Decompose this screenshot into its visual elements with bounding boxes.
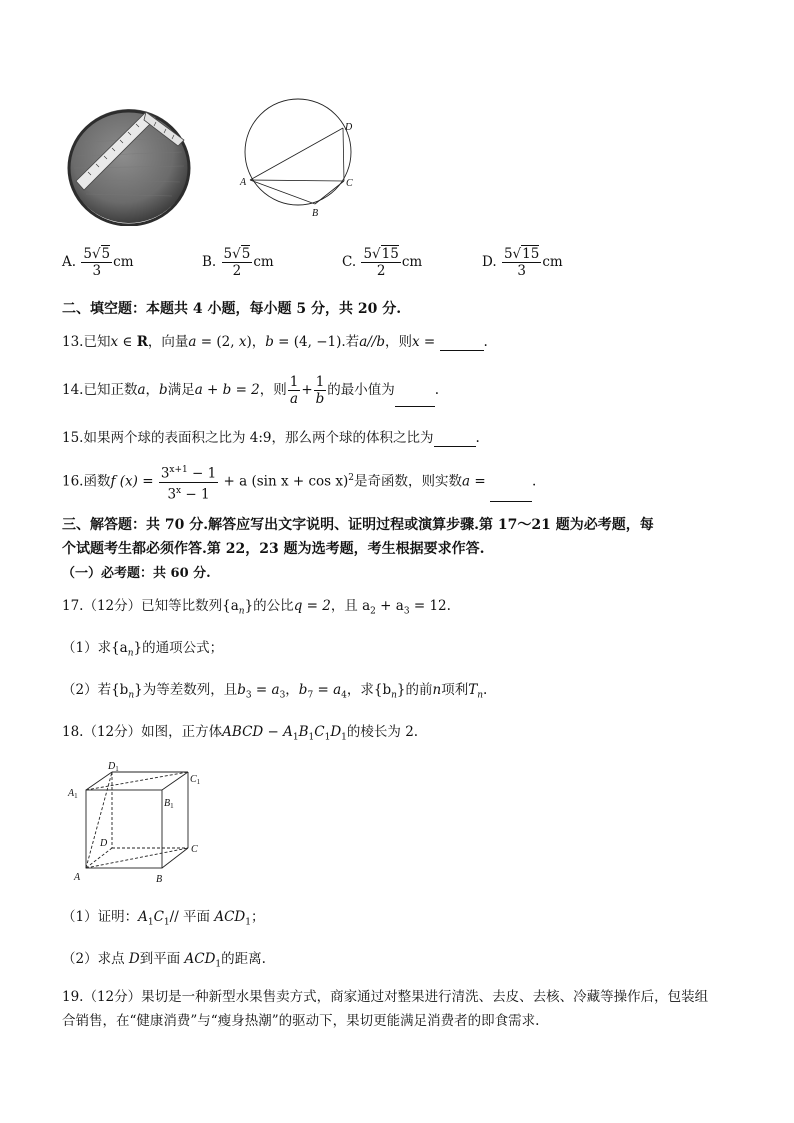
question-14: 14.已知正数a，b满足a + b = 2，则 $\frac{1}{a}$ + $\frac{1}{b}$ 的最小值为 . (62, 374, 440, 407)
option-a[interactable]: A. $\frac{5√5}{3}$ cm (62, 246, 134, 279)
answer-blank-16[interactable] (490, 483, 532, 502)
question-18: 18.（12分）如图，正方体ABCD − $A_1B_1C_1D_1$的棱长为 2. (62, 724, 419, 743)
label-D: D (345, 122, 353, 133)
ruler-on-disk-photo (66, 106, 192, 226)
label-C: C (346, 178, 353, 189)
question-15: 15.如果两个球的表面积之比为 4:9，那么两个球的体积之比为 . (62, 430, 480, 446)
question-17-part2: （2）若$\{b_n\}$为等差数列，且$b_3 = a_3$，$b_7 = a_4$，求$\{b_n\}$的前n项利$T_n$. (62, 682, 488, 701)
section3-line2: 个试题考生都必须作答.第 22，23 题为选考题，考生根据要求作答. (62, 541, 485, 557)
question-18-part1: （1）证明：$A_1C_1//$ 平面 $ACD_1$； (62, 909, 265, 928)
cube-diagram (64, 758, 214, 888)
cube-label-B1: $B_1$ (164, 798, 174, 810)
circle-quadrilateral-diagram (236, 92, 366, 220)
question-19-line2: 合销售，在“健康消费”与“瘦身热潮”的驱动下，果切更能满足消费者的即食需求. (62, 1013, 540, 1029)
option-d[interactable]: D. $\frac{5√15}{3}$ cm (482, 246, 563, 279)
cube-label-D: D (100, 838, 108, 849)
cube-label-A: A (74, 872, 81, 883)
question-19-line1: 19.（12分）果切是一种新型水果售卖方式，商家通过对整果进行清洗、去皮、去核、冷藏等操作后，包装组 (62, 989, 709, 1005)
answer-blank-15[interactable] (434, 428, 476, 447)
cube-label-A1: $A_1$ (68, 788, 78, 800)
section3-line1: 三、解答题：共 70 分.解答应写出文字说明、证明过程或演算步骤.第 17～21 题为必考题，每 (62, 517, 654, 533)
label-B: B (312, 208, 319, 219)
answer-blank-13[interactable] (440, 332, 484, 351)
cube-label-C: C (191, 844, 198, 855)
answer-blank-14[interactable] (395, 388, 435, 407)
question-18-part2: （2）求点 D到平面 $ACD_1$的距离. (62, 951, 266, 970)
option-b[interactable]: B. $\frac{5√5}{2}$ cm (202, 246, 274, 279)
cube-label-D1: $D_1$ (108, 761, 119, 773)
question-17-part1: （1）求$\{a_n\}$的通项公式； (62, 640, 224, 659)
label-A: A (240, 177, 247, 188)
question-17: 17.（12分）已知等比数列$\{a_n\}$的公比q = 2，且 $a_2 + a_3 = 12$. (62, 598, 451, 617)
cube-label-C1: $C_1$ (190, 774, 201, 786)
option-c[interactable]: C. $\frac{5√15}{2}$ cm (342, 246, 423, 279)
question-16: 16.函数f (x) = $\frac{3^{x+1} - 1}{3^x - 1}$ + a (sin x + cos x)$^2$是奇函数，则实数a = . (62, 462, 536, 502)
section3-sub: （一）必考题：共 60 分. (62, 566, 211, 581)
question-13: 13.已知x ∈ R，向量a = (2, x)，b = (4, −1).若a//b，则x = . (62, 334, 488, 350)
section2-title: 二、填空题：本题共 4 小题，每小题 5 分，共 20 分. (62, 301, 402, 317)
cube-label-B: B (156, 874, 163, 885)
